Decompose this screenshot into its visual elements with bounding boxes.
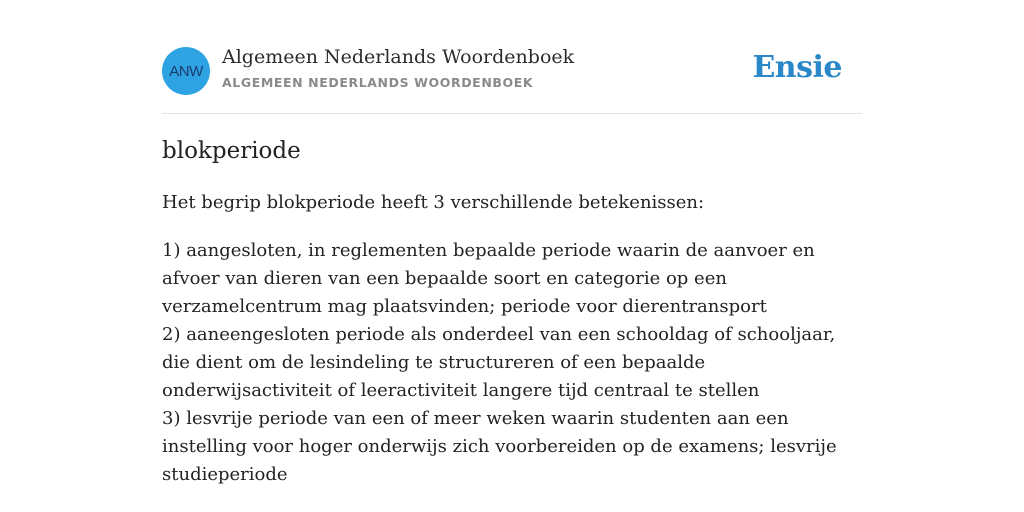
header (162, 0, 862, 114)
logo-text: ANW (169, 62, 203, 80)
definition-list (162, 237, 862, 489)
definition-item: 3) lesvrije periode van een of meer weken waarin studenten aan een instelling voor hoger onderwijs zich voorbereiden op de examens; lesvrije studieperiode (162, 408, 837, 485)
page-title: blokperiode (162, 138, 301, 164)
entry-intro: Het begrip blokperiode heeft 3 verschillende betekenissen: (162, 192, 705, 213)
source-subtitle: ALGEMEEN NEDERLANDS WOORDENBOEK (222, 75, 534, 90)
definition-item: 1) aangesloten, in reglementen bepaalde periode waarin de aanvoer en afvoer van dieren van een bepaalde soort en categorie op een verzamelcentrum mag plaatsvinden; periode voor dierentransport (162, 240, 815, 317)
source-title[interactable]: Algemeen Nederlands Woordenboek (222, 46, 575, 68)
page-container (162, 0, 862, 485)
anw-logo[interactable] (162, 47, 210, 95)
definition-item: 2) aaneengesloten periode als onderdeel van een schooldag of schooljaar, die dient om de lesindeling te structureren of een bepaalde onderwijsactiviteit of leeractiviteit langere tijd centraal te stellen (162, 324, 836, 401)
ensie-logo-link[interactable]: Ensie (752, 50, 842, 85)
